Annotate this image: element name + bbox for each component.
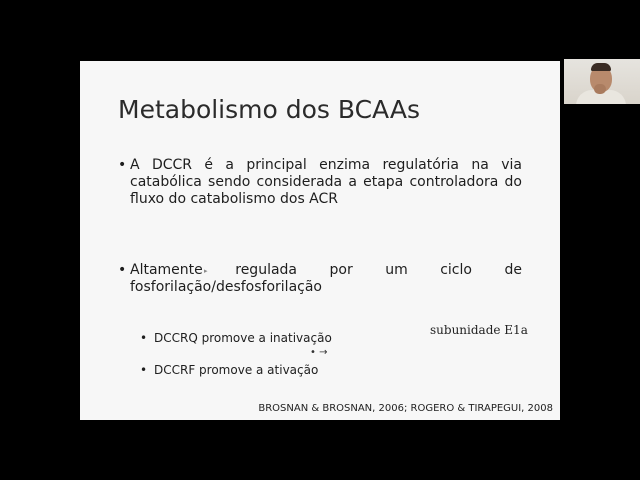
person-hair-shape bbox=[591, 63, 611, 71]
bullet-text: A DCCR é a principal enzima regulatória na via catabólica sendo considerada a etapa controladora do fluxo do catabolismo dos ACR bbox=[130, 157, 522, 207]
bullet-item-2 bbox=[118, 262, 522, 296]
sub-bullet-2 bbox=[140, 363, 318, 377]
citation: BROSNAN & BROSNAN, 2006; ROGERO & TIRAPEGUI, 2008 bbox=[258, 403, 553, 414]
word: ciclo bbox=[440, 262, 472, 278]
sub-bullet-1 bbox=[140, 331, 332, 345]
bullet-dot-icon: • bbox=[118, 262, 127, 278]
slide-title: Metabolismo dos BCAAs bbox=[118, 95, 420, 124]
webcam-thumbnail bbox=[564, 59, 640, 104]
word: regulada bbox=[235, 262, 298, 278]
word: um bbox=[385, 262, 408, 278]
sub-bullet-dot-icon: • bbox=[140, 363, 148, 377]
mouse-cursor-icon: ▸ bbox=[204, 267, 208, 275]
annotation-label: subunidade E1a bbox=[430, 323, 528, 337]
bullet-item-1 bbox=[118, 157, 522, 208]
bullet-text-line-2: fosforilação/desfosforilação bbox=[130, 279, 322, 295]
arrow-mark: • → bbox=[310, 347, 328, 358]
word: Altamente bbox=[130, 262, 203, 278]
sub-bullet-dot-icon: • bbox=[140, 331, 148, 345]
word: de bbox=[504, 262, 522, 278]
word: por bbox=[329, 262, 353, 278]
sub-bullet-text: DCCRQ promove a inativação bbox=[154, 331, 332, 345]
presentation-slide bbox=[80, 61, 560, 420]
sub-bullet-text: DCCRF promove a ativação bbox=[154, 363, 319, 377]
bullet-dot-icon: • bbox=[118, 157, 127, 173]
bullet-text-line-1 bbox=[130, 262, 522, 279]
person-hand-shape bbox=[594, 84, 606, 94]
